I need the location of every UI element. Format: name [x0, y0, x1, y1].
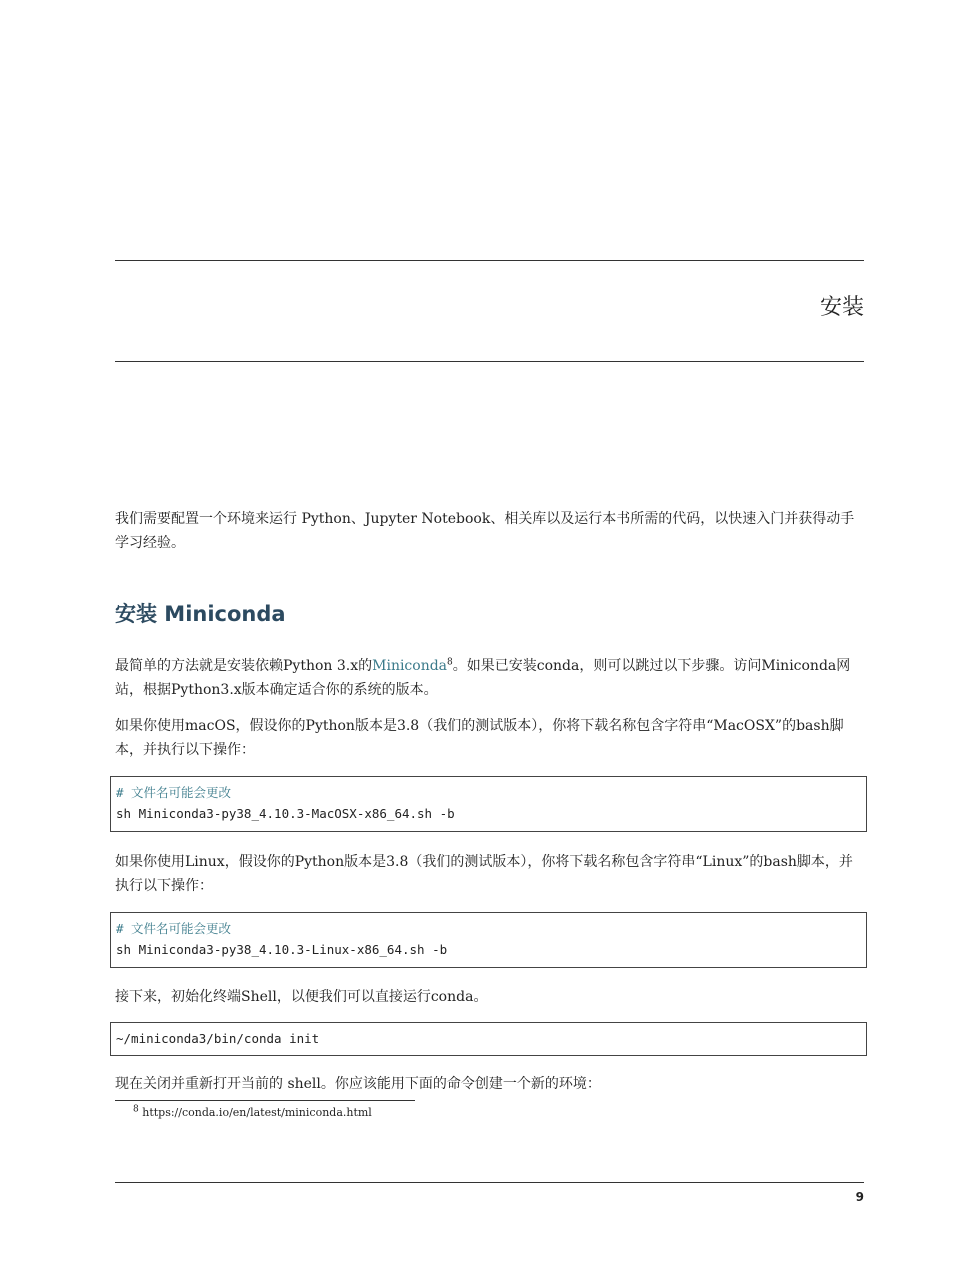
code-command: sh Miniconda3-py38_4.10.3-Linux-x86_64.sh -b — [116, 942, 448, 957]
section-heading: 安装 Miniconda — [115, 602, 286, 626]
chapter-top-rule — [115, 260, 864, 261]
footnote — [133, 1106, 372, 1119]
chapter-title: 安装 — [819, 295, 864, 320]
footer-rule — [115, 1182, 864, 1183]
paragraph-5: 现在关闭并重新打开当前的 shell。你应该能用下面的命令创建一个新的环境： — [115, 1076, 601, 1092]
code-block-init[interactable] — [110, 1022, 867, 1056]
footnote-rule — [115, 1100, 415, 1101]
chapter-bottom-rule — [115, 361, 864, 362]
code-block-macos[interactable] — [110, 776, 867, 832]
code-command: ~/miniconda3/bin/conda init — [116, 1031, 320, 1046]
paragraph-2: 如果你使用macOS，假设你的Python版本是3.8（我们的测试版本），你将下载名称包含字符串“MacOSX”的bash脚本，并执行以下操作： — [115, 718, 844, 758]
miniconda-link[interactable]: Miniconda — [372, 658, 448, 674]
code-comment: # 文件名可能会更改 — [116, 921, 232, 936]
code-command: sh Miniconda3-py38_4.10.3-MacOSX-x86_64.sh -b — [116, 806, 455, 821]
page-number: 9 — [855, 1190, 864, 1204]
code-block-linux[interactable] — [110, 912, 867, 968]
footnote-link[interactable]: https://conda.io/en/latest/miniconda.html — [142, 1106, 372, 1119]
p1-text-after: 。如果已安装conda，则可以跳过以下步骤。访问Miniconda网站，根据Python3.x版本确定适合你的系统的版本。 — [115, 658, 851, 698]
footnote-number: 8 — [133, 1104, 139, 1115]
paragraph-3: 如果你使用Linux，假设你的Python版本是3.8（我们的测试版本），你将下载名称包含字符串“Linux”的bash脚本，并执行以下操作： — [115, 854, 853, 894]
footnote-mark[interactable]: 8 — [447, 657, 453, 668]
p1-text-before: 最简单的方法就是安装依赖Python 3.x的 — [115, 658, 373, 674]
paragraph-1 — [115, 654, 864, 702]
code-comment: # 文件名可能会更改 — [116, 785, 232, 800]
paragraph-4: 接下来，初始化终端Shell，以便我们可以直接运行conda。 — [115, 989, 488, 1005]
intro-paragraph: 我们需要配置一个环境来运行 Python、Jupyter Notebook、相关库以及运行本书所需的代码，以快速入门并获得动手学习经验。 — [115, 511, 855, 551]
